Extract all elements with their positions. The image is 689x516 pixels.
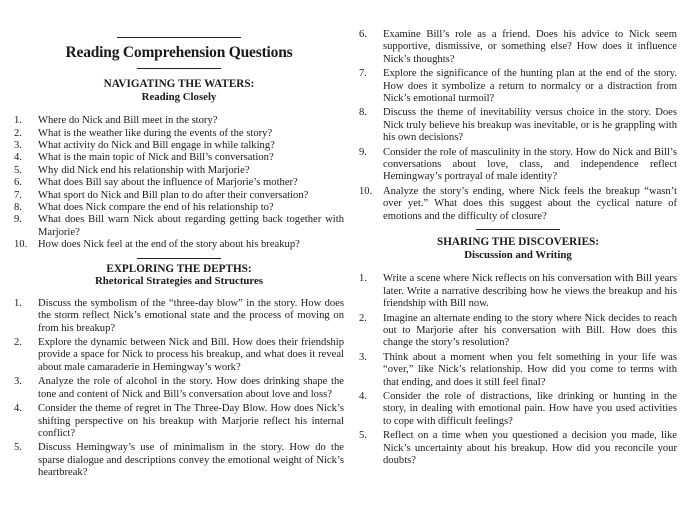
- item-text: Consider the role of distractions, like drinking or hunting in the story, in dealing with emotional pain. How have you used activities to cope with difficult feelings?: [383, 390, 677, 427]
- section-rule: [137, 258, 221, 259]
- exploring-subheading: Rhetorical Strategies and Structures: [94, 275, 264, 288]
- item-number: 4.: [14, 152, 22, 164]
- item-number: 1.: [14, 297, 22, 309]
- item-number: 5.: [14, 164, 22, 176]
- item-number: 1.: [14, 115, 22, 127]
- navigating-list: [14, 115, 344, 251]
- item-number: 6.: [14, 177, 22, 189]
- item-text: Imagine an alternate ending to the story where Nick decides to reach out to Marjorie after his conversation with Bill. How does this change the story’s resolution?: [383, 312, 677, 349]
- list-item: [14, 152, 344, 164]
- item-number: 4.: [14, 403, 22, 415]
- item-number: 9.: [359, 146, 367, 158]
- item-text: Explore the significance of the hunting plan at the end of the story. How does it symbolize a return to normalcy or a distraction from Nick’s emotional turmoil?: [383, 68, 677, 105]
- item-number: 2.: [359, 312, 367, 324]
- navigating-subheading: Reading Closely: [141, 90, 217, 103]
- list-item: [14, 298, 344, 335]
- list-item: [359, 147, 677, 184]
- item-number: 10.: [359, 185, 373, 197]
- item-text: What is the weather like during the events of the story?: [38, 127, 273, 139]
- exploring-heading: EXPLORING THE DEPTHS:: [106, 262, 252, 275]
- list-item: [14, 376, 344, 401]
- item-text: Reflect on a time when you questioned a decision you made, like Nick’s uncertainty about his breakup. How did you reconcile your doubts?: [383, 430, 677, 466]
- item-number: 8.: [359, 107, 367, 119]
- item-text: Discuss the symbolism of the “three-day blow” in the story. How does the storm reflect Nick’s emotional state and the process of moving on from his breakup?: [38, 297, 344, 334]
- list-item: [14, 202, 344, 214]
- list-item: [14, 177, 344, 189]
- exploring-list: [14, 298, 344, 480]
- item-text: Examine Bill’s role as a friend. Does his advice to Nick seem supportive, dismissive, or something else? How does it influence Nick’s thoughts?: [383, 29, 677, 65]
- item-number: 2.: [14, 127, 22, 139]
- item-text: Analyze the story’s ending, where Nick feels the breakup “wasn’t over yet.” What does this suggest about the cyclical nature of emotions and the difficulty of closure?: [383, 185, 677, 222]
- list-item: [14, 214, 344, 239]
- list-item: [14, 239, 344, 251]
- list-item: [359, 273, 677, 310]
- list-item: [14, 140, 344, 152]
- item-number: 1.: [359, 273, 367, 285]
- list-item: [14, 337, 344, 374]
- item-text: What activity do Nick and Bill engage in while talking?: [38, 140, 275, 151]
- item-text: Discuss the theme of inevitability versus choice in the story. Does Nick truly believe his breakup was inevitable, or is he grappling with his own decisions?: [383, 107, 677, 144]
- item-number: 4.: [359, 390, 367, 402]
- item-number: 5.: [359, 430, 367, 442]
- item-text: What sport do Nick and Bill plan to do after their conversation?: [38, 189, 309, 201]
- item-text: Discuss Hemingway’s use of minimalism in the story. How do the sparse dialogue and descriptions convey the emotional weight of Nick’s heartbreak?: [38, 442, 344, 479]
- item-number: 6.: [359, 29, 367, 40]
- list-item: [14, 442, 344, 479]
- item-text: Consider the role of masculinity in the story. How do Nick and Bill’s conversations about love, class, and independence reflect Hemingway’s portrayal of male identity?: [383, 146, 677, 183]
- item-number: 7.: [14, 189, 22, 201]
- list-item: [359, 313, 677, 350]
- list-item: [14, 190, 344, 202]
- item-text: Consider the theme of regret in The Three-Day Blow. How does Nick’s shifting perspective on his breakup with Marjorie reflect his internal conflict?: [38, 403, 344, 439]
- item-number: 2.: [14, 337, 22, 349]
- navigating-heading: NAVIGATING THE WATERS:: [103, 78, 255, 90]
- list-item: [359, 352, 677, 389]
- sharing-heading: SHARING THE DISCOVERIES:: [436, 236, 600, 249]
- item-number: 3.: [14, 376, 22, 388]
- sharing-list: [359, 273, 677, 467]
- list-item: [14, 165, 344, 177]
- item-number: 5.: [14, 442, 22, 454]
- list-item: [359, 391, 677, 428]
- section-rule: [476, 229, 560, 230]
- item-number: 10.: [14, 239, 28, 251]
- left-column: [14, 0, 344, 482]
- title-rule-top: [117, 37, 241, 38]
- item-text: How does Nick feel at the end of the story about his breakup?: [38, 239, 300, 251]
- item-text: Write a scene where Nick reflects on his conversation with Bill years later. Write a narrative describing how he views the breakup and his friendship with Bill now.: [383, 273, 677, 310]
- item-number: 3.: [14, 140, 22, 151]
- item-number: 8.: [14, 202, 22, 214]
- item-number: 7.: [359, 68, 367, 80]
- item-text: Explore the dynamic between Nick and Bill. How does their friendship provide a space for Nick to process his breakup, and what does it reveal about male camaraderie in Hemingway’s work?: [38, 337, 344, 373]
- exploring-list-continued: [359, 29, 677, 223]
- item-text: What is the main topic of Nick and Bill’s conversation?: [38, 152, 274, 164]
- sharing-subheading: Discussion and Writing: [464, 248, 572, 261]
- item-text: Why did Nick end his relationship with Marjorie?: [38, 164, 250, 176]
- item-text: Think about a moment when you felt something in your life was “over,” like Nick’s relationship. How did you come to terms with that ending, and does it still feel final?: [383, 351, 677, 388]
- right-column: [359, 0, 677, 469]
- item-number: 3.: [359, 351, 367, 363]
- item-text: What does Bill warn Nick about regarding getting back together with Marjorie?: [38, 214, 344, 238]
- list-item: [14, 403, 344, 440]
- item-text: What does Nick compare the end of his relationship to?: [38, 202, 274, 214]
- list-item: [359, 430, 677, 467]
- list-item: [359, 68, 677, 105]
- list-item: [359, 186, 677, 223]
- item-number: 9.: [14, 214, 22, 226]
- list-item: [359, 29, 677, 66]
- list-item: [14, 128, 344, 140]
- title-rule-bottom: [137, 68, 221, 69]
- list-item: [359, 107, 677, 144]
- item-text: Analyze the role of alcohol in the story. How does drinking shape the tone and content of Nick and Bill’s conversation about love and loss?: [38, 376, 344, 400]
- item-text: Where do Nick and Bill meet in the story?: [38, 115, 218, 127]
- list-item: [14, 115, 344, 127]
- page-title: Reading Comprehension Questions: [65, 44, 293, 61]
- item-text: What does Bill say about the influence of Marjorie’s mother?: [38, 177, 298, 189]
